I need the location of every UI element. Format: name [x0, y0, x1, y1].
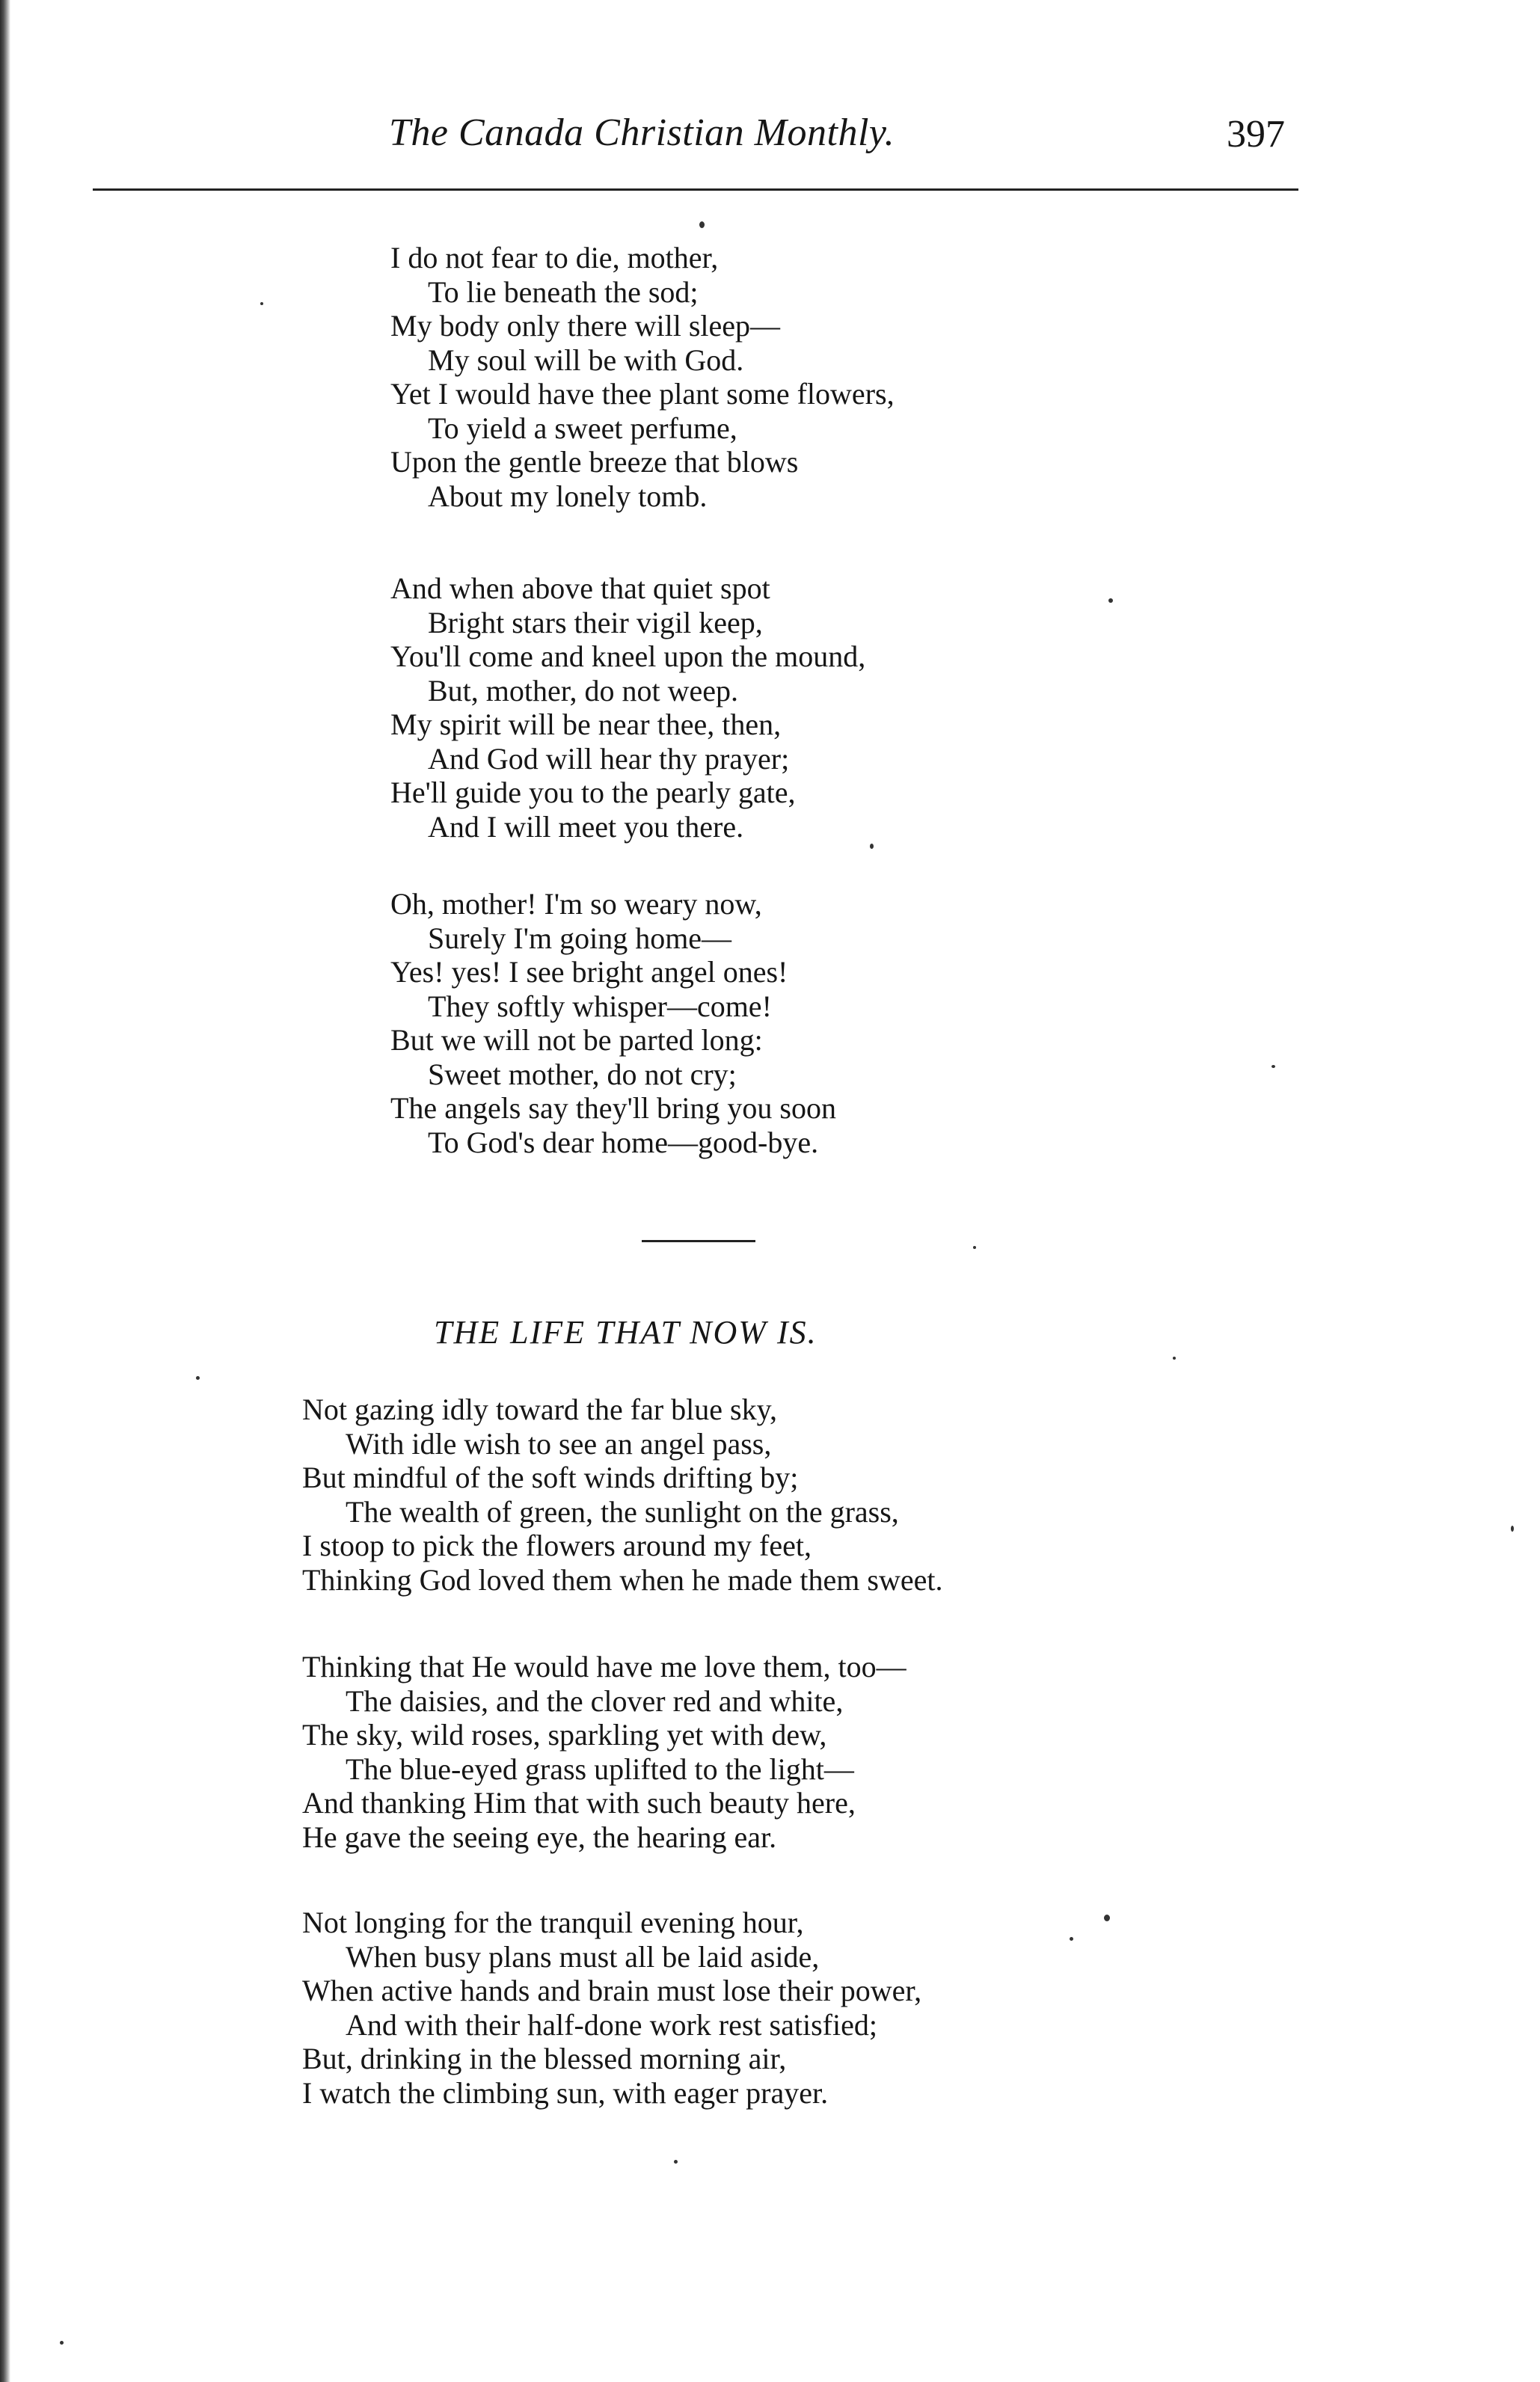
poem-line: Surely I'm going home—: [428, 921, 732, 955]
poem-title: THE LIFE THAT NOW IS.: [434, 1314, 817, 1351]
poem-line: And when above that quiet spot: [390, 571, 770, 605]
poem-line: I do not fear to die, mother,: [390, 241, 719, 274]
scan-speck: [1070, 1937, 1073, 1941]
poem-line: The wealth of green, the sunlight on the grass,: [346, 1494, 899, 1529]
poem-line: But, drinking in the blessed morning air,: [302, 2042, 787, 2075]
running-header-title: The Canada Christian Monthly.: [389, 111, 895, 154]
poem-line: Oh, mother! I'm so weary now,: [390, 887, 762, 921]
poem-line: And thanking Him that with such beauty here,: [302, 1786, 856, 1820]
scan-speck: [1511, 1526, 1514, 1532]
poem-one-stanza-3: [390, 887, 836, 1159]
scan-speck: [870, 844, 874, 849]
scan-speck: [674, 2160, 678, 2164]
poem-line: And God will hear thy prayer;: [428, 741, 790, 776]
page-number: 397: [1227, 113, 1285, 156]
poem-line: Not gazing idly toward the far blue sky,: [302, 1393, 778, 1426]
binding-edge: [0, 0, 10, 2382]
poem-two-stanza-2: [302, 1650, 906, 1854]
scan-speck: [1271, 1065, 1275, 1068]
poem-line: About my lonely tomb.: [428, 479, 708, 513]
header-rule: [93, 188, 1298, 191]
poem-line: They softly whisper—come!: [428, 989, 772, 1023]
poem-two-stanza-1: [302, 1393, 942, 1597]
poem-line: He gave the seeing eye, the hearing ear.: [302, 1820, 777, 1854]
poem-line: Thinking God loved them when he made them sweet.: [302, 1562, 943, 1597]
poem-line: My body only there will sleep—: [390, 309, 781, 343]
poem-line: Upon the gentle breeze that blows: [390, 445, 799, 479]
poem-line: And with their half-done work rest satisfied;: [346, 2007, 877, 2042]
poem-line: Yet I would have thee plant some flowers,: [390, 377, 895, 411]
poem-line: To God's dear home—good-bye.: [428, 1125, 819, 1159]
poem-line: The blue-eyed grass uplifted to the light—: [346, 1752, 854, 1786]
scan-speck: [60, 2341, 64, 2345]
scan-speck: [260, 302, 263, 305]
poem-line: To yield a sweet perfume,: [428, 411, 737, 445]
poem-line: My soul will be with God.: [428, 343, 744, 377]
poem-line: And I will meet you there.: [428, 809, 744, 844]
poem-line: I stoop to pick the flowers around my feet,: [302, 1529, 812, 1562]
poem-line: Sweet mother, do not cry;: [428, 1057, 737, 1091]
poem-line: Thinking that He would have me love them, too—: [302, 1650, 906, 1683]
poem-line: But, mother, do not weep.: [428, 673, 738, 707]
poem-line: You'll come and kneel upon the mound,: [390, 639, 866, 673]
scan-speck: [699, 221, 705, 228]
poem-line: When active hands and brain must lose their power,: [302, 1974, 922, 2007]
poem-line: But mindful of the soft winds drifting by;: [302, 1461, 799, 1494]
poem-two-stanza-3: [302, 1906, 921, 2110]
poem-line: The daisies, and the clover red and white,: [346, 1683, 844, 1718]
poem-one-stanza-1: [390, 241, 895, 513]
scan-speck: [1108, 598, 1113, 603]
poem-line: Not longing for the tranquil evening hour,: [302, 1906, 804, 1939]
scan-speck: [1104, 1915, 1110, 1921]
poem-line: Bright stars their vigil keep,: [428, 605, 763, 639]
scan-speck: [1173, 1357, 1176, 1360]
poem-one-stanza-2: [390, 571, 865, 844]
poem-line: The angels say they'll bring you soon: [390, 1091, 836, 1125]
poem-line: Yes! yes! I see bright angel ones!: [390, 955, 788, 989]
scan-speck: [196, 1376, 200, 1380]
poem-line: With idle wish to see an angel pass,: [346, 1426, 772, 1461]
poem-line: But we will not be parted long:: [390, 1023, 763, 1057]
poem-line: To lie beneath the sod;: [428, 274, 699, 309]
poem-line: When busy plans must all be laid aside,: [346, 1939, 820, 1974]
poem-line: My spirit will be near thee, then,: [390, 707, 782, 741]
poem-line: I watch the climbing sun, with eager prayer.: [302, 2075, 829, 2110]
poem-line: He'll guide you to the pearly gate,: [390, 776, 796, 809]
poem-line: The sky, wild roses, sparkling yet with dew,: [302, 1718, 827, 1752]
section-divider-rule: [642, 1240, 755, 1242]
scan-speck: [973, 1246, 976, 1249]
